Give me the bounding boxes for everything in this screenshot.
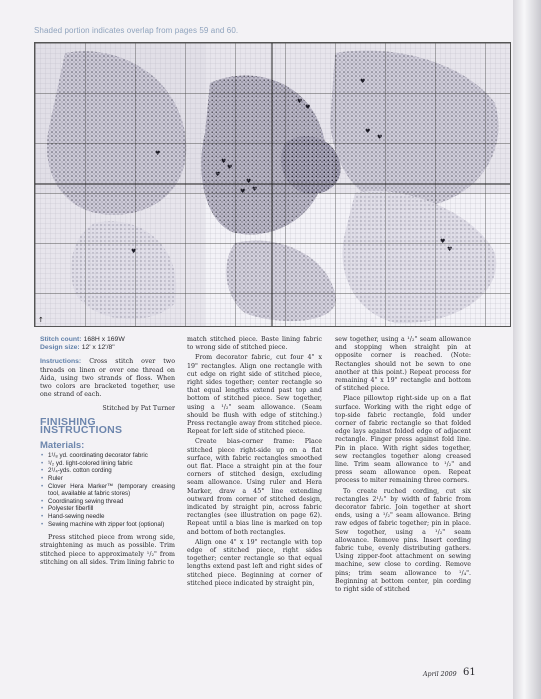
page-number: 61: [463, 667, 476, 678]
page-gutter: [513, 0, 541, 699]
column-2: [187, 336, 322, 590]
materials-item: • 2¹/₄-yds. cotton cording: [48, 467, 175, 475]
materials-item: • Hand-sewing needle: [48, 513, 175, 521]
column-1: [40, 336, 175, 569]
materials-heading: Materials:: [40, 440, 85, 452]
design-size-label: Design size:: [40, 344, 80, 352]
materials-list: [40, 452, 175, 528]
body-paragraph: Press stitched piece from wrong side, straightening as much as possible. Trim stitched piece to approximately ¹/₂" from stitching on all sides. Trim lining fabric to: [40, 534, 175, 566]
column-3: [335, 336, 471, 596]
instructions-label: Instructions:: [40, 358, 82, 366]
body-paragraph: Create bias-corner frame: Place stitched piece right-side up on a flat surface, with fabric rectangles smoothed out flat. Place a straight pin at the four corners of stitched design, excluding seam allowance. Using ruler and Hera Marker, draw a 45° line extending outward from corner of stitched design, indicated by straight pin, across fabric rectangles (see illustration on page 62). Repeat until a bias line is marked on top and bottom of both rectangles.: [187, 438, 322, 536]
materials-item: • Coordinating sewing thread: [48, 498, 175, 506]
body-paragraph: From decorator fabric, cut four 4" x 19" rectangles. Align one rectangle with cut edge on right side of stitched piece, right sides together; center rectangle so that equal lengths extend past top and bottom of stitched piece. Sew together, using a ¹/₂" seam allowance. (Seam should be flush with edge of stitching.) Press rectangle away from stitched piece. Repeat for left side of stitched piece.: [187, 354, 322, 436]
issue-folio: April 2009: [423, 671, 457, 678]
materials-item: • Sewing machine with zipper foot (optional): [48, 521, 175, 529]
center-arrow-icon: ↑: [38, 316, 44, 324]
materials-item: • Polyester fiberfill: [48, 505, 175, 513]
materials-item: • Clover Hera Marker™ (temporary creasing tool, available at fabric stores): [48, 483, 175, 498]
stitcher-credit: Stitched by Pat Turner: [102, 405, 175, 413]
materials-item: • Ruler: [48, 475, 175, 483]
body-paragraph: match stitched piece. Baste lining fabric to wrong side of stitched piece.: [187, 336, 322, 352]
body-paragraph: Align one 4" x 19" rectangle with top edge of stitched piece, right sides together; center rectangle so that equal lengths extend past left and right sides of stitched piece. Beginning at corner of stitched piece indicated by straight pin,: [187, 538, 322, 587]
body-paragraph: To create ruched cording, cut six rectangles 2¹/₂" by width of fabric from decorator fabric. Join together at short ends, using a ¹/₂" seam allowance. Bring raw edges of fabric together; pin in place. Sew together, using a ¹/₂" seam allowance. Remove pins. Insert cording fabric tube, evenly distributing gathers. Using zipper-foot attachment on sewing machine, sew close to cording. Remove pins; trim seam allowance to ¹/₄". Beginning at bottom center, pin cording to right side of stitched: [335, 487, 471, 594]
design-size-line: [40, 344, 175, 352]
cross-stitch-chart: [34, 42, 511, 327]
stitch-count-line: [40, 336, 175, 344]
instructions-paragraph: [40, 358, 175, 399]
design-size-value: 12' x 12'/8": [81, 344, 115, 352]
cross-stitch-grid: [35, 43, 510, 326]
stitch-count-label: Stitch count:: [40, 336, 82, 343]
overlap-note: Shaded portion indicates overlap from pages 59 and 60.: [34, 26, 239, 35]
stitch-count-value: 168H x 169W: [83, 336, 125, 343]
body-paragraph: Place pillowtop right-side up on a flat surface. Working with the right edge of top-side fabric rectangle, fold under corner of fabric rectangle so that folded edge lays against folded edge of adjacent rectangle. Finger press against fold line. Pin in place. With right sides together, sew rectangles together along creased line. Trim seam allowance to ¹/₂" and press seam allowance open. Repeat process to miter remaining three corners.: [335, 395, 471, 485]
materials-item: • ¹/₂ yd. light-colored lining fabric: [48, 460, 175, 468]
materials-item: • 1¹/₈ yd. coordinating decorator fabric: [48, 452, 175, 460]
instructions-text: Cross stitch over two threads on linen or over one thread on Aida, using two strands of floss. When two colors are bracketed together, use one strand of each.: [40, 358, 175, 399]
body-paragraph: sew together, using a ¹/₂" seam allowance and stopping when straight pin at opposite corner is reached. (Note: Rectangles should not be sewn to one another at this point.) Repeat process for remaining 4" x 19" rectangle and bottom of stitched piece.: [335, 336, 471, 393]
finishing-heading: FINISHING INSTRUCTIONS: [40, 415, 123, 436]
